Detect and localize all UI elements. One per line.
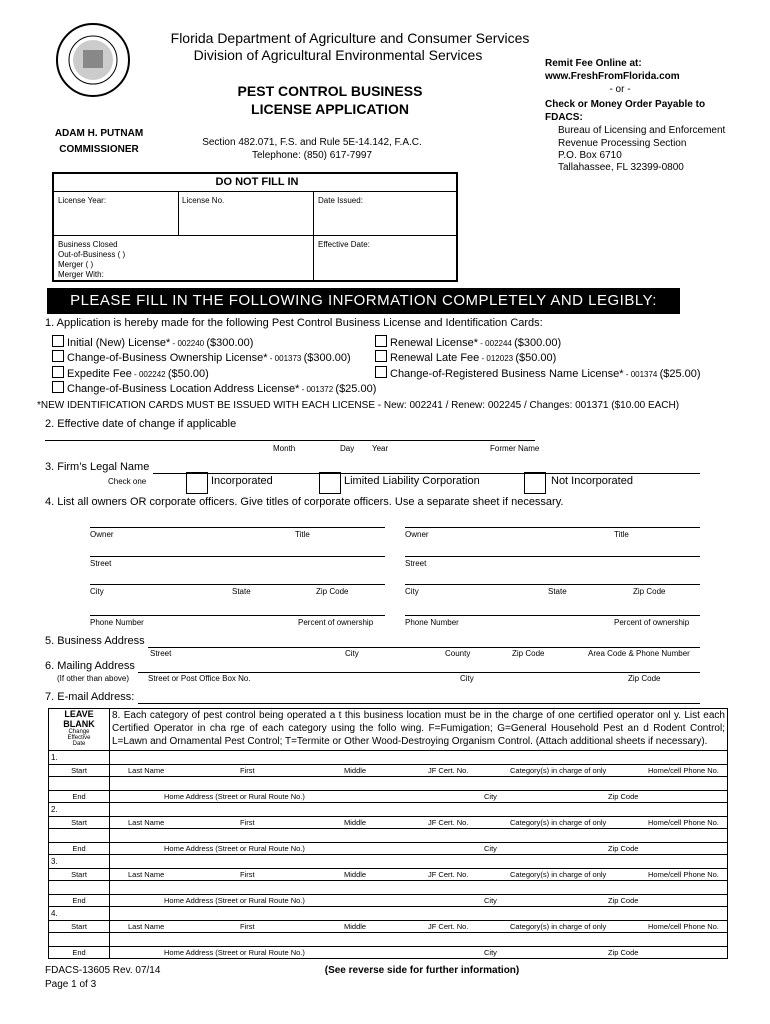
- license-option[interactable]: [375, 335, 561, 349]
- effective-date-field: Effective Date:: [318, 240, 370, 249]
- mailing-address-input[interactable]: [138, 672, 700, 673]
- operator-number-row: [49, 855, 728, 869]
- zip-label: Zip Code: [512, 649, 545, 658]
- legal-name-input[interactable]: [153, 473, 700, 474]
- operator-number: 3.: [49, 855, 110, 869]
- former-name-label: Former Name: [490, 444, 540, 453]
- start-label: Start: [49, 869, 110, 881]
- effective-date-input[interactable]: [45, 440, 535, 441]
- owner-field-input[interactable]: [405, 527, 700, 528]
- option-code: - 002244: [478, 339, 515, 348]
- not-incorporated-checkbox[interactable]: [524, 472, 546, 494]
- owner-city-label: City: [90, 587, 104, 596]
- merger-label: Merger ( ): [58, 260, 94, 269]
- operator-labels: [110, 869, 728, 881]
- certified-operators-table: [48, 708, 728, 959]
- owner-field-input[interactable]: [405, 615, 700, 616]
- option-name: Change-of-Business Ownership License*: [67, 352, 268, 364]
- start-label: Start: [49, 817, 110, 829]
- option-code: - 012023: [479, 354, 516, 363]
- end-label: End: [49, 843, 110, 855]
- owner-field-input[interactable]: [90, 584, 385, 585]
- option-code: - 002242: [131, 370, 168, 379]
- operator-address-input[interactable]: [110, 829, 728, 843]
- checkbox[interactable]: [375, 335, 387, 347]
- operator-number: 1.: [49, 751, 110, 765]
- address-labels: [110, 791, 728, 803]
- operator-address-label: Home Address (Street or Rural Route No.): [164, 844, 305, 853]
- owner-owner-label: Owner: [405, 530, 429, 539]
- reverse-side-note: (See reverse side for further information): [324, 965, 520, 976]
- owner-title-label: Title: [295, 530, 310, 539]
- q6-label: 6. Mailing Address: [45, 660, 135, 672]
- division-title: Division of Agricultural Environmental Services: [193, 47, 483, 63]
- address-labels: [110, 895, 728, 907]
- operator-number-row: [49, 803, 728, 817]
- operator-city-label: City: [484, 948, 497, 957]
- office-use-box: [52, 172, 458, 282]
- owner-state-label: State: [232, 587, 251, 596]
- operator-address-entry-row: [49, 829, 728, 843]
- checkbox[interactable]: [375, 366, 387, 378]
- start-date-input[interactable]: [49, 881, 110, 895]
- operator-phone-label: Home/cell Phone No.: [648, 818, 719, 827]
- operator-address-label: Home Address (Street or Rural Route No.): [164, 948, 305, 957]
- remit-or: - or -: [609, 84, 631, 95]
- operator-city-label: City: [484, 792, 497, 801]
- operator-address-label: Home Address (Street or Rural Route No.): [164, 896, 305, 905]
- q7-label: 7. E-mail Address:: [45, 691, 135, 703]
- operator-entry[interactable]: [110, 803, 728, 817]
- option-code: - 001374: [623, 370, 660, 379]
- option-fee: ($25.00): [659, 368, 701, 380]
- owner-field-input[interactable]: [90, 556, 385, 557]
- option-name: Expedite Fee: [67, 368, 132, 380]
- llc-checkbox[interactable]: [319, 472, 341, 494]
- operator-cert-label: JF Cert. No.: [428, 870, 469, 879]
- operator-last-label: Last Name: [128, 766, 165, 775]
- operator-cert-label: JF Cert. No.: [428, 922, 469, 931]
- operator-entry[interactable]: [110, 907, 728, 921]
- operator-middle-label: Middle: [344, 766, 367, 775]
- incorporated-checkbox[interactable]: [186, 472, 208, 494]
- owner-percent-label: Percent of ownership: [298, 618, 374, 627]
- address-line: Bureau of Licensing and Enforcement: [558, 125, 726, 136]
- operator-address-labels-row: [49, 947, 728, 959]
- check-payable-to: FDACS:: [545, 112, 583, 123]
- license-option[interactable]: [52, 381, 376, 395]
- owner-field-input[interactable]: [405, 584, 700, 585]
- operator-address-entry-row: [49, 933, 728, 947]
- operator-first-label: First: [240, 766, 255, 775]
- email-input[interactable]: [138, 703, 700, 704]
- option-code: - 001373: [267, 354, 304, 363]
- start-label: Start: [49, 765, 110, 777]
- checkbox[interactable]: [52, 381, 64, 393]
- operator-address-labels-row: [49, 791, 728, 803]
- address-line: Revenue Processing Section: [558, 138, 687, 149]
- checkbox[interactable]: [52, 366, 64, 378]
- operator-address-entry-row: [49, 777, 728, 791]
- owner-phone-label: Phone Number: [405, 618, 459, 627]
- operator-phone-label: Home/cell Phone No.: [648, 922, 719, 931]
- id-cards-note: *NEW IDENTIFICATION CARDS MUST BE ISSUED WITH EACH LICENSE - New: 002241 / Renew: 002245 / Changes: 001371 ($10.00 EACH): [37, 400, 680, 411]
- license-option[interactable]: [375, 350, 556, 364]
- operator-labels-row: [49, 765, 728, 777]
- merger-with-label: Merger With:: [58, 270, 104, 279]
- day-label: Day: [340, 444, 355, 453]
- business-address-input[interactable]: [148, 647, 700, 648]
- operator-last-label: Last Name: [128, 870, 165, 879]
- llc-label: Limited Liability Corporation: [344, 475, 480, 487]
- department-seal-icon: [55, 10, 131, 110]
- remit-online-label: Remit Fee Online at:: [545, 58, 642, 69]
- owner-street-label: Street: [405, 559, 427, 568]
- office-use-title: DO NOT FILL IN: [215, 176, 299, 188]
- option-code: - 001372: [299, 385, 336, 394]
- operator-city-label: City: [484, 844, 497, 853]
- leave-blank-label: BLANK: [63, 719, 95, 729]
- option-name: Change-of-Registered Business Name License*: [390, 368, 624, 380]
- option-fee: ($50.00): [167, 368, 209, 380]
- operator-number: 2.: [49, 803, 110, 817]
- option-name: Change-of-Business Location Address License*: [67, 383, 300, 395]
- page-number: Page 1 of 3: [45, 979, 97, 990]
- street-label: Street or Post Office Box No.: [148, 674, 251, 683]
- owner-owner-label: Owner: [90, 530, 114, 539]
- option-fee: ($25.00): [335, 383, 377, 395]
- owner-percent-label: Percent of ownership: [614, 618, 690, 627]
- option-fee: ($300.00): [206, 337, 254, 349]
- owner-field-input[interactable]: [405, 556, 700, 557]
- start-label: Start: [49, 921, 110, 933]
- q1-label: 1. Application is hereby made for the following Pest Control Business License and Identification Cards:: [45, 317, 543, 329]
- operator-zip-label: Zip Code: [608, 948, 639, 957]
- operator-number-row: [49, 907, 728, 921]
- operator-labels-row: [49, 869, 728, 881]
- q3-label: 3. Firm’s Legal Name: [45, 461, 150, 473]
- option-name: Initial (New) License*: [67, 337, 171, 349]
- owner-zip-label: Zip Code: [316, 587, 349, 596]
- incorporated-label: Incorporated: [211, 475, 273, 487]
- operator-category-label: Category(s) in charge of only: [510, 922, 607, 931]
- month-label: Month: [273, 444, 296, 453]
- telephone: Telephone: (850) 617-7997: [251, 150, 373, 161]
- operator-address-input[interactable]: [110, 933, 728, 947]
- leave-blank-label: LEAVE: [64, 709, 94, 719]
- operator-labels-row: [49, 817, 728, 829]
- business-closed-label: Business Closed: [58, 240, 118, 249]
- license-no-field: License No.: [182, 196, 225, 205]
- operator-phone-label: Home/cell Phone No.: [648, 766, 719, 775]
- operator-entry[interactable]: [110, 855, 728, 869]
- operator-labels: [110, 765, 728, 777]
- operator-middle-label: Middle: [344, 870, 367, 879]
- q8-instructions: 8. Each category of pest control being operated a t this business location must be in the charge of one certified operator onl y. List each Certified Operator in cha rge of each category using the follo wing. F=Fumigation; G=General Household Pest an d Rodent Control; L=Lawn and Ornamental Pest Control; T=Termite or Other Wood-Destroying Organism Control. (Attach additional sheets if necessary).: [110, 709, 728, 751]
- license-option[interactable]: [52, 366, 209, 380]
- option-name: Renewal Late Fee: [390, 352, 480, 364]
- operator-number: 4.: [49, 907, 110, 921]
- operator-labels: [110, 817, 728, 829]
- operator-middle-label: Middle: [344, 922, 367, 931]
- out-of-business-label: Out-of-Business ( ): [58, 250, 126, 259]
- county-label: County: [445, 649, 471, 658]
- operator-address-labels-row: [49, 895, 728, 907]
- commissioner-title: COMMISSIONER: [59, 144, 139, 155]
- end-label: End: [49, 895, 110, 907]
- owner-state-label: State: [548, 587, 567, 596]
- operator-number-row: [49, 751, 728, 765]
- operator-address-input[interactable]: [110, 777, 728, 791]
- license-year-field: License Year:: [58, 196, 107, 205]
- option-fee: ($300.00): [303, 352, 351, 364]
- operator-entry[interactable]: [110, 751, 728, 765]
- end-label: End: [49, 791, 110, 803]
- check-payable-label: Check or Money Order Payable to: [545, 99, 706, 110]
- city-label: City: [460, 674, 474, 683]
- operator-labels: [110, 921, 728, 933]
- address-labels: [110, 947, 728, 959]
- license-option[interactable]: [52, 350, 351, 364]
- operator-last-label: Last Name: [128, 922, 165, 931]
- year-label: Year: [372, 444, 389, 453]
- address-labels: [110, 843, 728, 855]
- address-line: P.O. Box 6710: [558, 150, 622, 161]
- option-name: Renewal License*: [390, 337, 479, 349]
- operator-last-label: Last Name: [128, 818, 165, 827]
- operator-category-label: Category(s) in charge of only: [510, 818, 607, 827]
- operator-phone-label: Home/cell Phone No.: [648, 870, 719, 879]
- instructions-banner: PLEASE FILL IN THE FOLLOWING INFORMATION COMPLETELY AND LEGIBLY:: [47, 288, 680, 314]
- q2-label: 2. Effective date of change if applicable: [45, 418, 237, 430]
- checkbox[interactable]: [52, 350, 64, 362]
- form-title-line1: PEST CONTROL BUSINESS: [237, 83, 423, 99]
- commissioner-name: ADAM H. PUTNAM: [54, 128, 144, 139]
- department-title: Florida Department of Agriculture and Consumer Services: [170, 30, 530, 46]
- option-fee: ($300.00): [514, 337, 562, 349]
- operator-zip-label: Zip Code: [608, 896, 639, 905]
- date-label: Date: [72, 741, 86, 747]
- operator-cert-label: JF Cert. No.: [428, 818, 469, 827]
- checkbox[interactable]: [52, 335, 64, 347]
- option-fee: ($50.00): [515, 352, 557, 364]
- operator-first-label: First: [240, 818, 255, 827]
- license-option[interactable]: [375, 366, 701, 380]
- check-one-label: Check one: [108, 477, 147, 486]
- effective-label: Effective: [67, 735, 91, 741]
- operator-category-label: Category(s) in charge of only: [510, 870, 607, 879]
- operator-zip-label: Zip Code: [608, 792, 639, 801]
- start-date-input[interactable]: [49, 829, 110, 843]
- operator-zip-label: Zip Code: [608, 844, 639, 853]
- operator-address-input[interactable]: [110, 881, 728, 895]
- operator-address-label: Home Address (Street or Rural Route No.): [164, 792, 305, 801]
- operator-labels-row: [49, 921, 728, 933]
- operator-first-label: First: [240, 922, 255, 931]
- owner-field-input[interactable]: [90, 615, 385, 616]
- phone-label: Area Code & Phone Number: [588, 649, 690, 658]
- q5-label: 5. Business Address: [45, 635, 145, 647]
- form-title-line2: LICENSE APPLICATION: [251, 101, 409, 117]
- owner-title-label: Title: [614, 530, 629, 539]
- address-line: Tallahassee, FL 32399-0800: [558, 162, 684, 173]
- operator-cert-label: JF Cert. No.: [428, 766, 469, 775]
- option-code: - 002240: [170, 339, 207, 348]
- city-label: City: [345, 649, 359, 658]
- operator-address-entry-row: [49, 881, 728, 895]
- owner-field-input[interactable]: [90, 527, 385, 528]
- change-label: Change: [68, 729, 90, 735]
- mailing-note: (If other than above): [57, 674, 130, 683]
- q4-label: 4. List all owners OR corporate officers. Give titles of corporate officers. Use a separate sheet if necessary.: [45, 496, 564, 508]
- owner-zip-label: Zip Code: [633, 587, 666, 596]
- form-number: FDACS-13605 Rev. 07/14: [45, 965, 161, 976]
- operator-category-label: Category(s) in charge of only: [510, 766, 607, 775]
- owner-street-label: Street: [90, 559, 112, 568]
- zip-label: Zip Code: [628, 674, 661, 683]
- owner-city-label: City: [405, 587, 419, 596]
- operator-middle-label: Middle: [344, 818, 367, 827]
- end-label: End: [49, 947, 110, 959]
- street-label: Street: [150, 649, 172, 658]
- checkbox[interactable]: [375, 350, 387, 362]
- start-date-input[interactable]: [49, 933, 110, 947]
- start-date-input[interactable]: [49, 777, 110, 791]
- date-issued-field: Date Issued:: [318, 196, 363, 205]
- operator-first-label: First: [240, 870, 255, 879]
- not-incorporated-label: Not Incorporated: [551, 475, 633, 487]
- statute-reference: Section 482.071, F.S. and Rule 5E-14.142, F.A.C.: [202, 137, 422, 148]
- owner-phone-label: Phone Number: [90, 618, 144, 627]
- operator-city-label: City: [484, 896, 497, 905]
- remit-url[interactable]: www.FreshFromFlorida.com: [545, 71, 680, 82]
- operator-address-labels-row: [49, 843, 728, 855]
- license-option[interactable]: [52, 335, 253, 349]
